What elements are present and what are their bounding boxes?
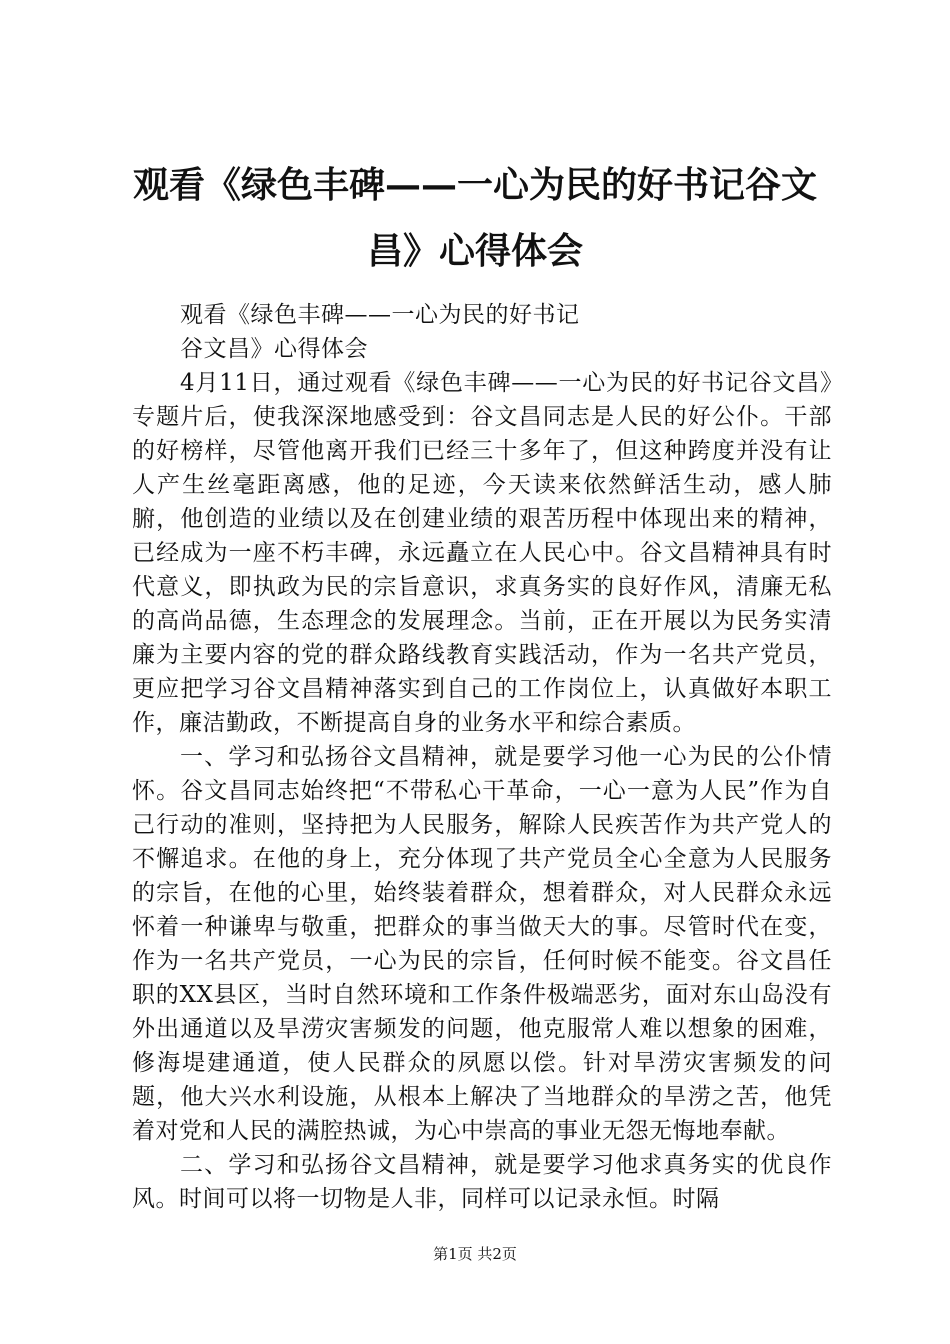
page-footer: 第1页 共2页: [433, 1245, 517, 1263]
subtitle-line-1: 观看《绿色丰碑——一心为民的好书记: [180, 302, 580, 328]
paragraph-section-1: 一、学习和弘扬谷文昌精神，就是要学习他一心为民的公仆情怀。谷文昌同志始终把“不带私心干革命，一心一意为人民”作为自己行动的准则，坚持把为人民服务，解除人民疾苦作为共产党人的不懈追求。在他的身上，充分体现了共产党员全心全意为人民服务的宗旨，在他的心里，始终装着群众，想着群众，对人民群众永远怀着一种谦卑与敬重，把群众的事当做天大的事。尽管时代在变，作为一名共产党员，一心为民的宗旨，任何时候不能变。谷文昌任职的XX县区，当时自然环境和工作条件极端恶劣，面对东山岛没有外出通道以及旱涝灾害频发的问题，他克服常人难以想象的困难，修海堤建通道，使人民群众的夙愿以偿。针对旱涝灾害频发的问题，他大兴水利设施，从根本上解决了当地群众的旱涝之苦，他凭着对党和人民的满腔热诚，为心中崇高的事业无怨无悔地奉献。: [132, 744, 832, 1144]
document-title: 观看《绿色丰碑——一心为民的好书记谷文昌》心得体会: [132, 164, 817, 272]
document-body: [132, 298, 832, 1216]
subtitle-line-2: 谷文昌》心得体会: [180, 336, 368, 362]
paragraph-section-2: 二、学习和弘扬谷文昌精神，就是要学习他求真务实的优良作风。时间可以将一切物是人非，同样可以记录永恒。时隔: [132, 1152, 832, 1212]
paragraph-intro: 4月11日，通过观看《绿色丰碑——一心为民的好书记谷文昌》专题片后，使我深深地感受到：谷文昌同志是人民的好公仆。干部的好榜样，尽管他离开我们已经三十多年了，但这种跨度并没有让人产生丝毫距离感，他的足迹，今天读来依然鲜活生动，感人肺腑，他创造的业绩以及在创建业绩的艰苦历程中体现出来的精神，已经成为一座不朽丰碑，永远矗立在人民心中。谷文昌精神具有时代意义，即执政为民的宗旨意识，求真务实的良好作风，清廉无私的高尚品德，生态理念的发展理念。当前，正在开展以为民务实清廉为主要内容的党的群众路线教育实践活动，作为一名共产党员，更应把学习谷文昌精神落实到自己的工作岗位上，认真做好本职工作，廉洁勤政，不断提高自身的业务水平和综合素质。: [132, 370, 832, 736]
